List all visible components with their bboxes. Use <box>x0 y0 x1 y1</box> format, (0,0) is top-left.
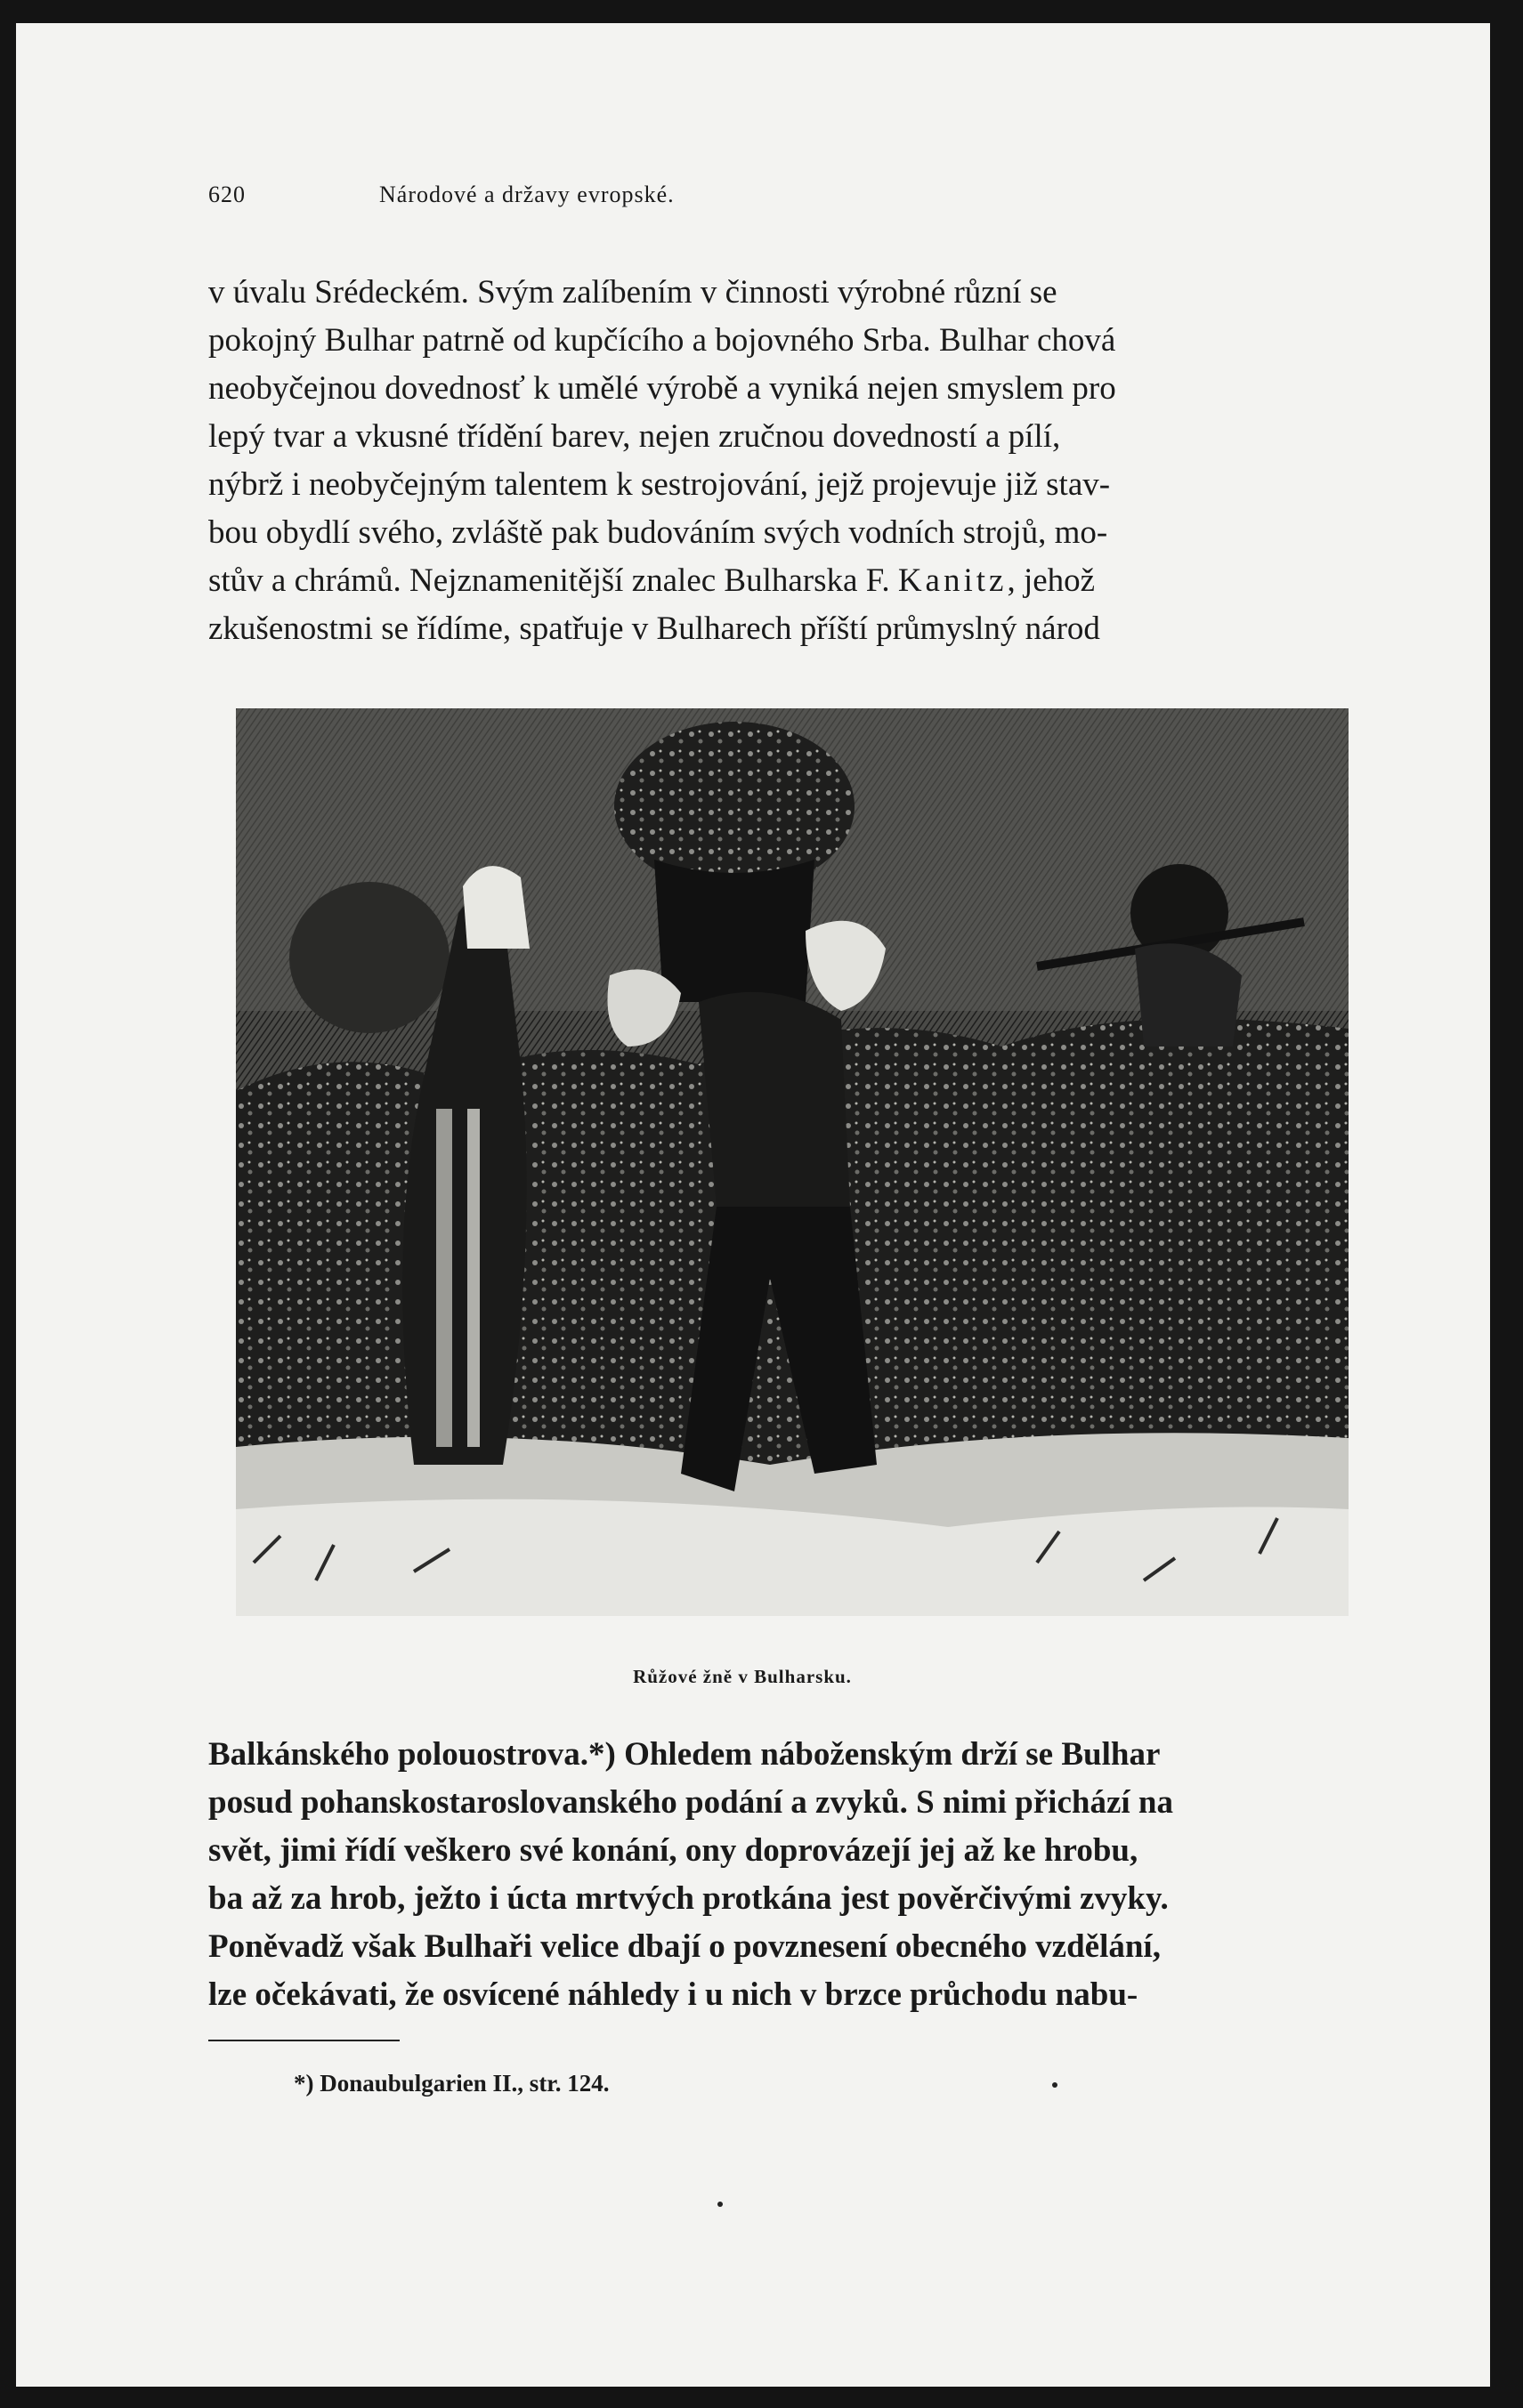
engraving-illustration <box>236 708 1349 1616</box>
text-line: ba až za hrob, ježto i úcta mrtvých protkána jest pověrčivými zvyky. <box>208 1880 1169 1917</box>
text-line: v úvalu Srédeckém. Svým zalíbením v činnosti výrobné různí se <box>208 274 1057 311</box>
text-line: nýbrž i neobyčejným talentem k sestrojování, jejž projevuje již stav- <box>208 466 1111 503</box>
text-line: posud pohanskostaroslovanského podání a zvyků. S nimi přichází na <box>208 1784 1173 1821</box>
rose-harvest-engraving <box>236 708 1349 1616</box>
text-line: bou obydlí svého, zvláště pak budováním svých vodních strojů, mo- <box>208 514 1108 551</box>
running-title: Národové a državy evropské. <box>379 182 675 207</box>
text-line-end: , jehož <box>1007 562 1096 599</box>
footnote-divider <box>208 2040 400 2041</box>
text-line: zkušenostmi se řídíme, spatřuje v Bulharech příští průmyslný národ <box>208 610 1100 647</box>
page-header <box>208 169 1006 231</box>
paragraph-top <box>208 269 1116 653</box>
footnote: *) Donaubulgarien II., str. 124. <box>294 2070 610 2097</box>
print-speck <box>1052 2082 1057 2088</box>
text-line: Poněvadž však Bulhaři velice dbají o povznesení obecného vzdělání, <box>208 1928 1161 1965</box>
figure-caption: Růžové žně v Bulharsku. <box>633 1666 852 1687</box>
text-line-start: stův a chrámů. Nejznamenitější znalec Bulharska F. <box>208 562 890 599</box>
page-number: 620 <box>208 182 246 207</box>
text-line: Balkánského polouostrova.*) Ohledem náboženským drží se Bulhar <box>208 1736 1161 1773</box>
author-name-spaced: Kanitz <box>897 562 1008 599</box>
text-line-with-name <box>208 557 1096 605</box>
text-line: pokojný Bulhar patrně od kupčícího a bojovného Srba. Bulhar chová <box>208 322 1116 359</box>
text-line: lepý tvar a vkusné třídění barev, nejen zručnou dovedností a pílí, <box>208 418 1061 455</box>
paragraph-bottom <box>208 1731 1173 2019</box>
print-speck <box>717 2202 723 2207</box>
text-line: lze očekávati, že osvícené náhledy i u nich v brzce průchodu nabu- <box>208 1976 1138 2013</box>
text-line: neobyčejnou dovednosť k umělé výrobě a vyniká nejen smyslem pro <box>208 370 1116 407</box>
text-line: svět, jimi řídí veškero své konání, ony doprovázejí jej až ke hrobu, <box>208 1832 1138 1869</box>
